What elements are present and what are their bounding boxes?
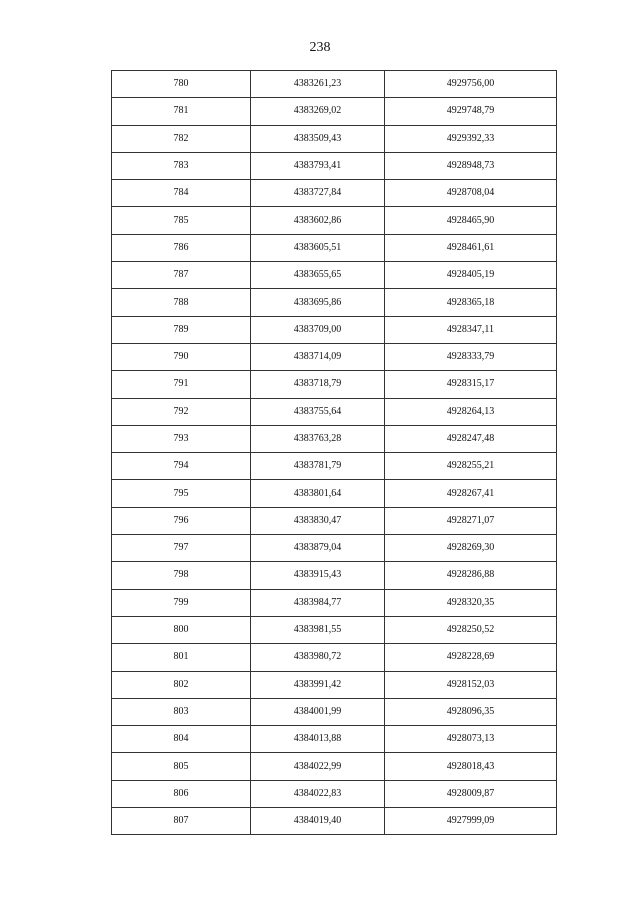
coordinates-table-body xyxy=(112,71,557,835)
x-coordinate-cell: 4383830,47 xyxy=(251,507,385,534)
x-coordinate-cell: 4383763,28 xyxy=(251,425,385,452)
table-row xyxy=(112,425,557,452)
point-number-cell: 788 xyxy=(112,289,251,316)
point-number-cell: 799 xyxy=(112,589,251,616)
x-coordinate-cell: 4384001,99 xyxy=(251,698,385,725)
point-number-cell: 793 xyxy=(112,425,251,452)
x-coordinate-cell: 4383602,86 xyxy=(251,207,385,234)
point-number-cell: 803 xyxy=(112,698,251,725)
y-coordinate-cell: 4928708,04 xyxy=(385,180,557,207)
table-row xyxy=(112,234,557,261)
table-row xyxy=(112,98,557,125)
y-coordinate-cell: 4928009,87 xyxy=(385,780,557,807)
point-number-cell: 805 xyxy=(112,753,251,780)
coordinates-table xyxy=(111,70,557,835)
x-coordinate-cell: 4383709,00 xyxy=(251,316,385,343)
y-coordinate-cell: 4928255,21 xyxy=(385,453,557,480)
point-number-cell: 807 xyxy=(112,808,251,835)
x-coordinate-cell: 4383261,23 xyxy=(251,71,385,98)
x-coordinate-cell: 4384013,88 xyxy=(251,726,385,753)
point-number-cell: 791 xyxy=(112,371,251,398)
y-coordinate-cell: 4928465,90 xyxy=(385,207,557,234)
x-coordinate-cell: 4383984,77 xyxy=(251,589,385,616)
y-coordinate-cell: 4928269,30 xyxy=(385,535,557,562)
table-row xyxy=(112,398,557,425)
x-coordinate-cell: 4383915,43 xyxy=(251,562,385,589)
point-number-cell: 795 xyxy=(112,480,251,507)
table-row xyxy=(112,453,557,480)
point-number-cell: 794 xyxy=(112,453,251,480)
table-row xyxy=(112,589,557,616)
table-row xyxy=(112,125,557,152)
table-row xyxy=(112,562,557,589)
point-number-cell: 780 xyxy=(112,71,251,98)
y-coordinate-cell: 4929392,33 xyxy=(385,125,557,152)
point-number-cell: 801 xyxy=(112,644,251,671)
table-row xyxy=(112,507,557,534)
table-row xyxy=(112,616,557,643)
x-coordinate-cell: 4383755,64 xyxy=(251,398,385,425)
table-row xyxy=(112,180,557,207)
y-coordinate-cell: 4928228,69 xyxy=(385,644,557,671)
table-row xyxy=(112,698,557,725)
point-number-cell: 796 xyxy=(112,507,251,534)
table-row xyxy=(112,207,557,234)
y-coordinate-cell: 4928315,17 xyxy=(385,371,557,398)
x-coordinate-cell: 4383509,43 xyxy=(251,125,385,152)
point-number-cell: 800 xyxy=(112,616,251,643)
y-coordinate-cell: 4928247,48 xyxy=(385,425,557,452)
table-row xyxy=(112,780,557,807)
x-coordinate-cell: 4383695,86 xyxy=(251,289,385,316)
y-coordinate-cell: 4928333,79 xyxy=(385,343,557,370)
point-number-cell: 787 xyxy=(112,262,251,289)
y-coordinate-cell: 4928264,13 xyxy=(385,398,557,425)
x-coordinate-cell: 4383991,42 xyxy=(251,671,385,698)
y-coordinate-cell: 4928365,18 xyxy=(385,289,557,316)
x-coordinate-cell: 4384019,40 xyxy=(251,808,385,835)
y-coordinate-cell: 4928018,43 xyxy=(385,753,557,780)
point-number-cell: 790 xyxy=(112,343,251,370)
y-coordinate-cell: 4928096,35 xyxy=(385,698,557,725)
x-coordinate-cell: 4383714,09 xyxy=(251,343,385,370)
y-coordinate-cell: 4928073,13 xyxy=(385,726,557,753)
point-number-cell: 789 xyxy=(112,316,251,343)
table-row xyxy=(112,644,557,671)
page-number: 238 xyxy=(309,40,331,55)
point-number-cell: 785 xyxy=(112,207,251,234)
table-row xyxy=(112,671,557,698)
table-row xyxy=(112,316,557,343)
y-coordinate-cell: 4928250,52 xyxy=(385,616,557,643)
point-number-cell: 792 xyxy=(112,398,251,425)
point-number-cell: 781 xyxy=(112,98,251,125)
table-row xyxy=(112,371,557,398)
x-coordinate-cell: 4383980,72 xyxy=(251,644,385,671)
y-coordinate-cell: 4928271,07 xyxy=(385,507,557,534)
y-coordinate-cell: 4928461,61 xyxy=(385,234,557,261)
y-coordinate-cell: 4929756,00 xyxy=(385,71,557,98)
y-coordinate-cell: 4927999,09 xyxy=(385,808,557,835)
x-coordinate-cell: 4384022,83 xyxy=(251,780,385,807)
x-coordinate-cell: 4383727,84 xyxy=(251,180,385,207)
x-coordinate-cell: 4383781,79 xyxy=(251,453,385,480)
x-coordinate-cell: 4383605,51 xyxy=(251,234,385,261)
x-coordinate-cell: 4383718,79 xyxy=(251,371,385,398)
x-coordinate-cell: 4383879,04 xyxy=(251,535,385,562)
point-number-cell: 786 xyxy=(112,234,251,261)
y-coordinate-cell: 4928286,88 xyxy=(385,562,557,589)
point-number-cell: 798 xyxy=(112,562,251,589)
y-coordinate-cell: 4928267,41 xyxy=(385,480,557,507)
point-number-cell: 783 xyxy=(112,152,251,179)
x-coordinate-cell: 4383655,65 xyxy=(251,262,385,289)
table-row xyxy=(112,289,557,316)
table-row xyxy=(112,262,557,289)
x-coordinate-cell: 4383801,64 xyxy=(251,480,385,507)
y-coordinate-cell: 4928320,35 xyxy=(385,589,557,616)
table-row xyxy=(112,343,557,370)
y-coordinate-cell: 4929748,79 xyxy=(385,98,557,125)
y-coordinate-cell: 4928347,11 xyxy=(385,316,557,343)
x-coordinate-cell: 4383793,41 xyxy=(251,152,385,179)
table-row xyxy=(112,726,557,753)
x-coordinate-cell: 4384022,99 xyxy=(251,753,385,780)
table-row xyxy=(112,535,557,562)
point-number-cell: 797 xyxy=(112,535,251,562)
x-coordinate-cell: 4383269,02 xyxy=(251,98,385,125)
table-row xyxy=(112,71,557,98)
point-number-cell: 784 xyxy=(112,180,251,207)
table-row xyxy=(112,152,557,179)
table-row xyxy=(112,753,557,780)
x-coordinate-cell: 4383981,55 xyxy=(251,616,385,643)
point-number-cell: 782 xyxy=(112,125,251,152)
y-coordinate-cell: 4928405,19 xyxy=(385,262,557,289)
point-number-cell: 804 xyxy=(112,726,251,753)
y-coordinate-cell: 4928152,03 xyxy=(385,671,557,698)
point-number-cell: 806 xyxy=(112,780,251,807)
table-row xyxy=(112,808,557,835)
point-number-cell: 802 xyxy=(112,671,251,698)
table-row xyxy=(112,480,557,507)
y-coordinate-cell: 4928948,73 xyxy=(385,152,557,179)
